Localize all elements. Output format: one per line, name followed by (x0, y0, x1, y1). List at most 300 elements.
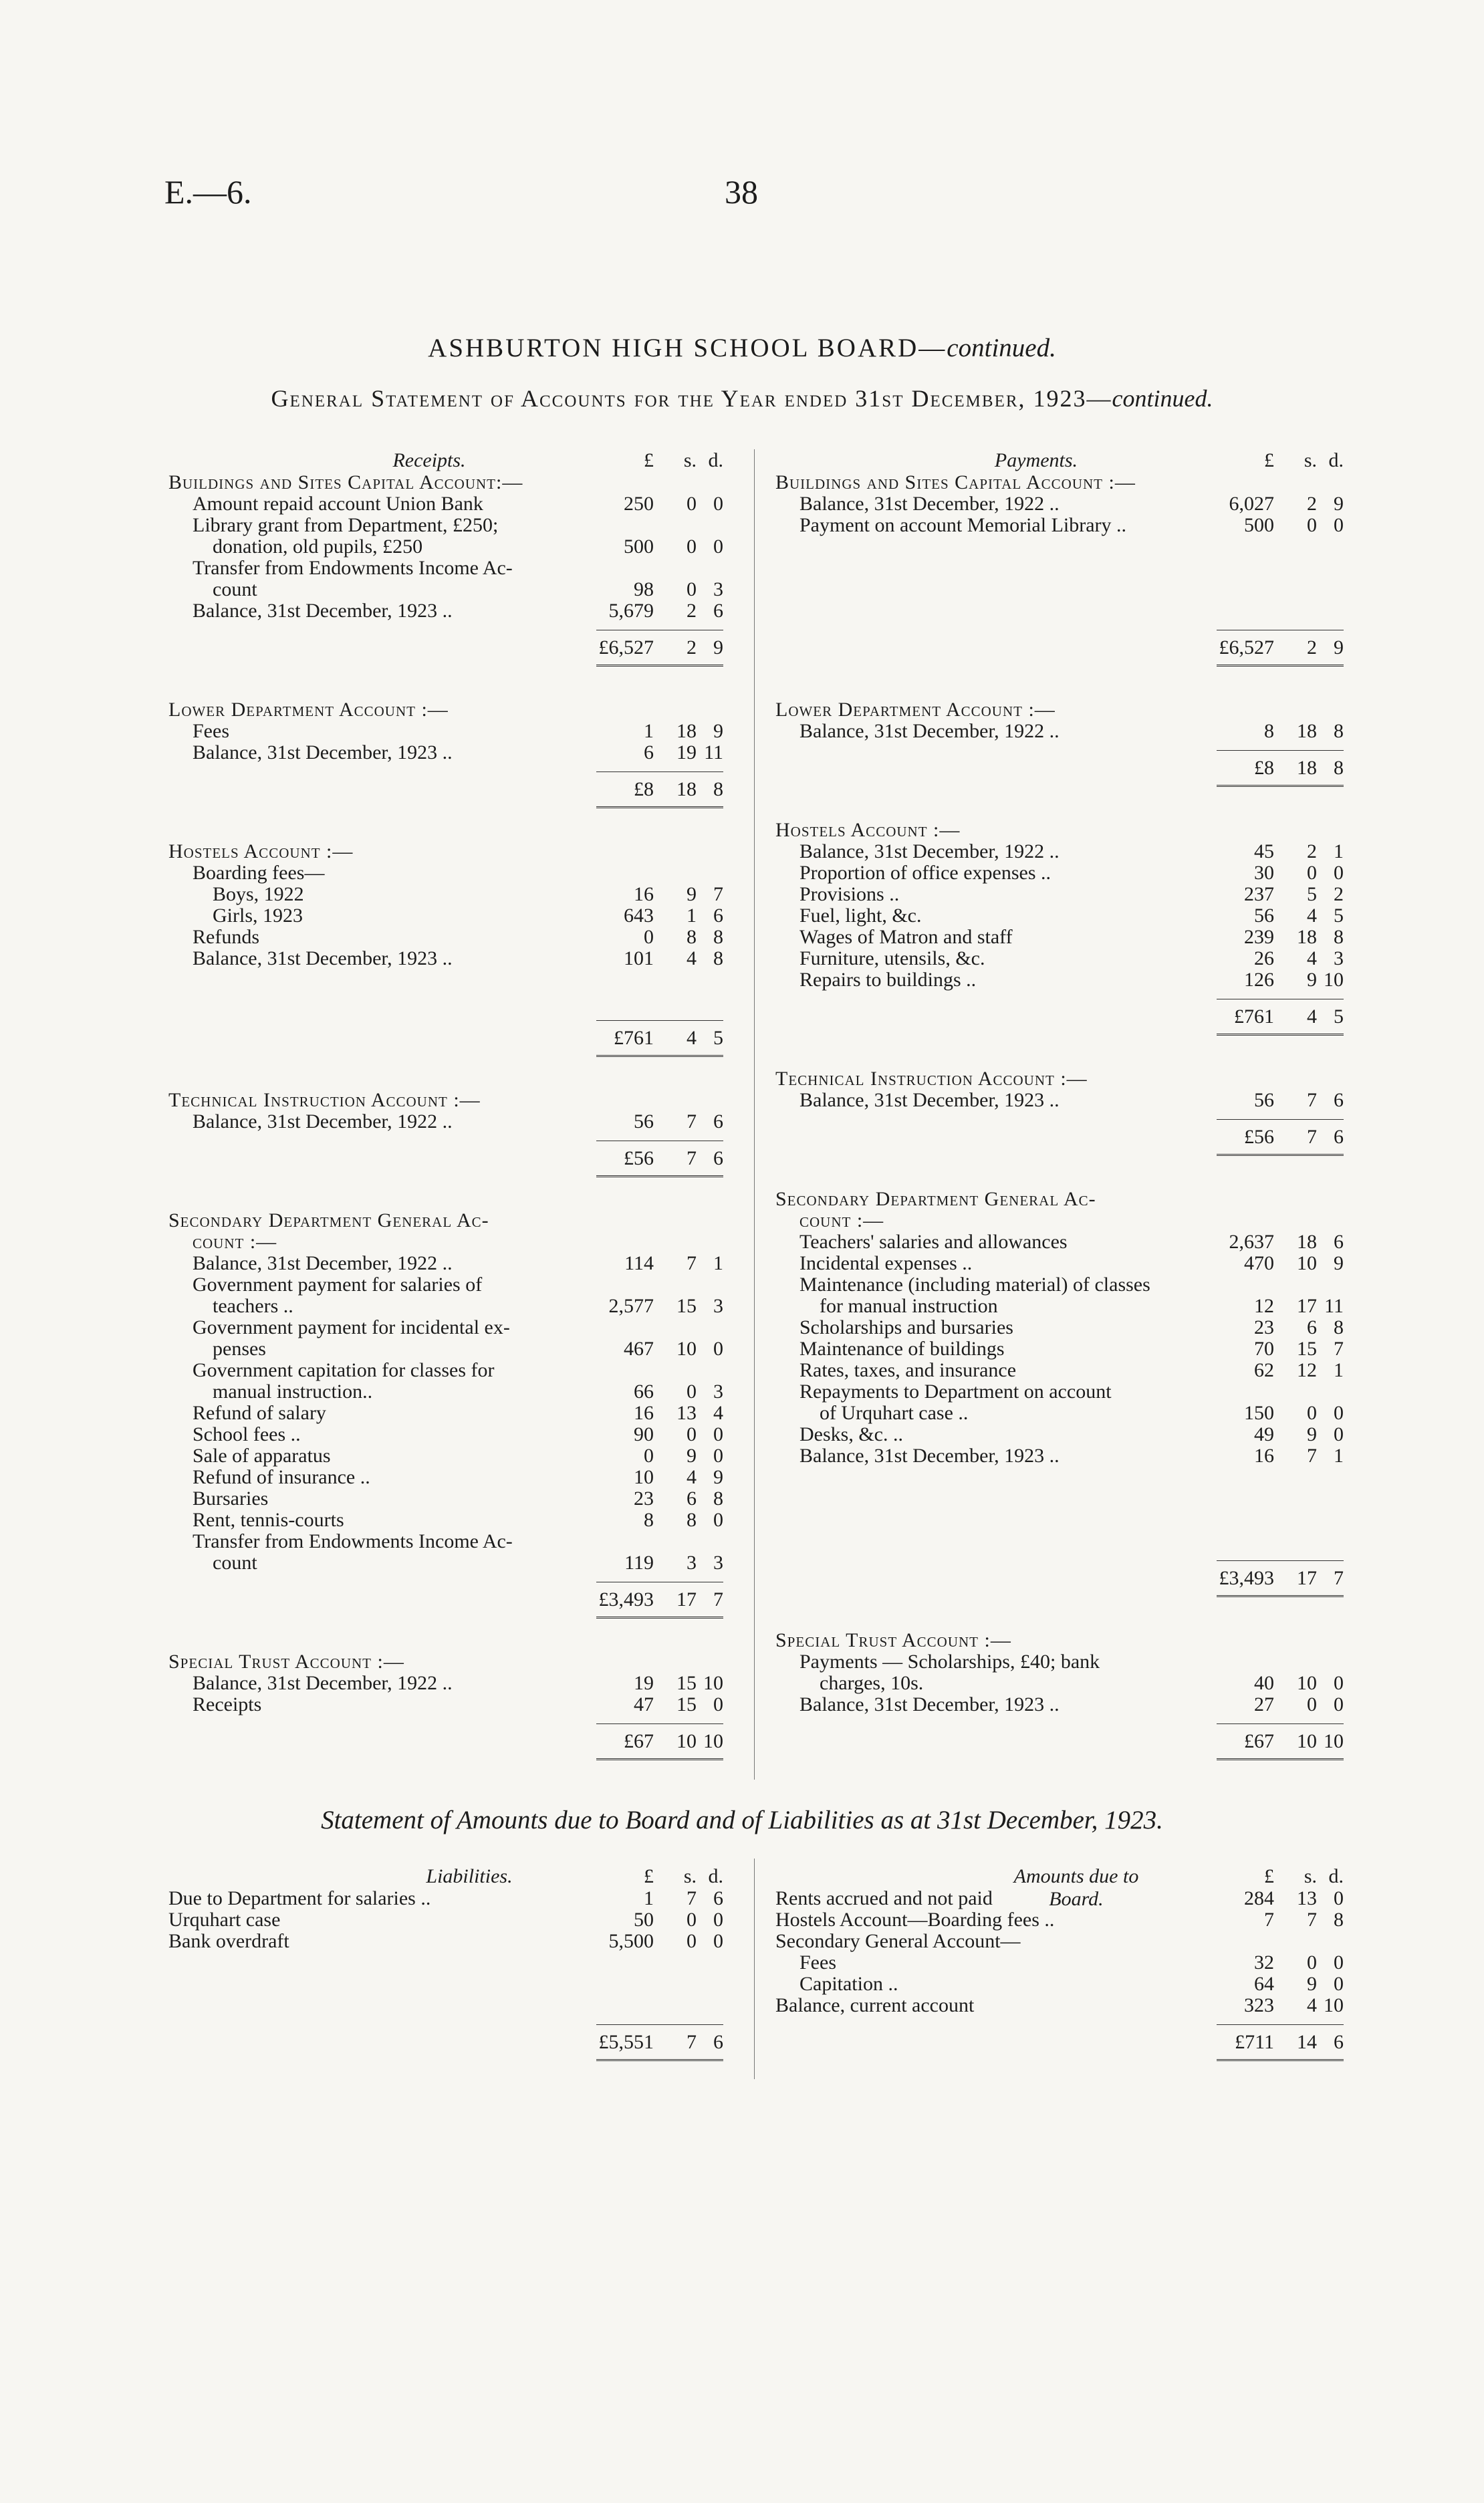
pounds-value: 8 (1264, 720, 1274, 742)
pence-value: 1 (713, 1252, 723, 1274)
total-double-rule (1217, 1595, 1344, 1597)
account-row (168, 862, 723, 884)
amount-cells (603, 1531, 723, 1552)
account-row (775, 1381, 1344, 1403)
shillings-value: 0 (687, 1381, 697, 1403)
row-label: Amount repaid account Union Bank (193, 493, 483, 515)
amount-cells (603, 1253, 723, 1274)
row-label: count (213, 578, 257, 600)
amount-cells (1223, 1317, 1344, 1338)
row-label: Refunds (193, 926, 259, 948)
pence-value: 8 (1334, 926, 1344, 948)
pence-value: 0 (713, 1909, 723, 1931)
amount-cells (1223, 948, 1344, 969)
amount-cells (1223, 1445, 1344, 1467)
pence-value: 4 (713, 1402, 723, 1424)
total-double-rule (1217, 785, 1344, 787)
section-total (1217, 1119, 1344, 1159)
amount-cells (1223, 1005, 1344, 1027)
account-section (168, 472, 723, 670)
amount-cells (1223, 1274, 1344, 1296)
amount-cells (1223, 1931, 1344, 1952)
pence-header: d. (708, 1865, 723, 1887)
row-label: Maintenance (including material) of classes (799, 1274, 1150, 1296)
pence-value: 0 (1334, 514, 1344, 536)
section-title: Technical Instruction Account :— (775, 1068, 1088, 1090)
shillings-value: 17 (1297, 1295, 1317, 1317)
account-row (168, 742, 723, 763)
amount-cells (1223, 1909, 1344, 1931)
liabilities-column (168, 1865, 723, 2064)
amount-cells (603, 1338, 723, 1360)
column-header-label: Liabilities. (426, 1865, 513, 1887)
spacer-row (775, 579, 1344, 600)
spacer-row (168, 969, 723, 991)
row-label: Government capitation for classes for (193, 1359, 495, 1381)
total-double-rule (596, 665, 723, 667)
pence-value: 1 (1334, 840, 1344, 862)
pounds-value: 6,027 (1229, 493, 1274, 515)
shillings-value: 15 (676, 1295, 697, 1317)
pounds-value: 66 (634, 1381, 654, 1403)
pounds-value: 7 (1264, 1909, 1274, 1931)
pounds-value: £5,551 (598, 2031, 654, 2053)
pounds-value: 27 (1254, 1693, 1274, 1715)
amount-cells (1223, 1694, 1344, 1715)
amount-cells (603, 558, 723, 579)
pounds-value: 26 (1254, 947, 1274, 969)
pence-value: 8 (713, 926, 723, 948)
pence-value: 8 (1334, 757, 1344, 779)
account-row (168, 579, 723, 600)
amount-cells (603, 1673, 723, 1694)
pence-value: 7 (1334, 1338, 1344, 1360)
row-label: Rents accrued and not paid (775, 1887, 993, 1909)
row-label: Balance, 31st December, 1922 .. (193, 1252, 453, 1274)
shillings-value: 10 (1297, 1672, 1317, 1694)
pounds-value: 16 (634, 883, 654, 905)
spacer-row (775, 1531, 1344, 1552)
total-rule (1217, 750, 1344, 751)
total-double-rule (1217, 1034, 1344, 1036)
section-total (1217, 750, 1344, 790)
statement-row (775, 1909, 1344, 1931)
row-label: teachers .. (213, 1295, 293, 1317)
shillings-value: 0 (687, 535, 697, 558)
account-row (168, 1488, 723, 1510)
amount-cells (1223, 721, 1344, 742)
amount-cells (1223, 2031, 1344, 2052)
pence-value: 6 (713, 1147, 723, 1169)
amount-cells (1223, 1888, 1344, 1909)
pence-value: 6 (713, 2031, 723, 2053)
account-row (168, 927, 723, 948)
shillings-value: 0 (687, 1423, 697, 1445)
pence-value: 1 (1334, 1445, 1344, 1467)
pence-value: 6 (1334, 1231, 1344, 1253)
total-double-rule (596, 1055, 723, 1057)
amount-cells (603, 600, 723, 622)
amount-cells (603, 1360, 723, 1381)
pounds-value: 8 (644, 1509, 654, 1531)
pounds-value: £761 (614, 1027, 654, 1049)
shillings-value: 2 (687, 636, 697, 659)
pounds-value: 47 (634, 1693, 654, 1715)
shillings-value: 0 (687, 578, 697, 600)
shillings-value: 0 (687, 1930, 697, 1952)
amount-cells (598, 636, 723, 659)
row-label: Refund of insurance .. (193, 1466, 370, 1488)
pence-value: 5 (1334, 905, 1344, 927)
shillings-value: 19 (676, 741, 697, 763)
amount-cells (598, 2031, 723, 2053)
account-row (168, 493, 723, 515)
statement-row (775, 1974, 1344, 1995)
pence-value: 5 (1334, 1005, 1344, 1028)
row-label: Fees (193, 720, 229, 742)
account-row (168, 1274, 723, 1296)
amount-cells (1223, 1651, 1344, 1673)
pounds-value: 0 (644, 926, 654, 948)
pounds-value: 126 (1244, 969, 1274, 991)
pounds-value: £67 (1244, 1730, 1274, 1752)
account-row (775, 1673, 1344, 1694)
account-row (775, 862, 1344, 884)
row-label: Refund of salary (193, 1402, 326, 1424)
pence-value: 3 (713, 1295, 723, 1317)
shillings-value: 0 (1307, 862, 1317, 884)
amount-cells (1223, 862, 1344, 884)
shillings-value: 9 (1307, 969, 1317, 991)
account-row (168, 1360, 723, 1381)
shillings-value: 0 (1307, 1693, 1317, 1715)
pence-value: 3 (713, 578, 723, 600)
row-label: Capitation .. (799, 1973, 898, 1995)
shillings-value: 14 (1297, 2031, 1317, 2053)
pounds-value: 1 (644, 1887, 654, 1909)
amount-cells (1223, 493, 1344, 515)
pence-value: 0 (713, 1930, 723, 1952)
row-label: Balance, 31st December, 1922 .. (193, 1672, 453, 1694)
account-row (168, 948, 723, 969)
section-title: Lower Department Account :— (775, 699, 1056, 721)
pence-value: 3 (713, 1381, 723, 1403)
pounds-value: £3,493 (1219, 1567, 1274, 1589)
section-total (1217, 999, 1344, 1039)
shillings-value: 9 (687, 1445, 697, 1467)
shillings-value: 10 (1297, 1252, 1317, 1274)
section-total (596, 1141, 723, 1181)
shillings-value: 2 (1307, 636, 1317, 659)
shillings-value: 7 (687, 1252, 697, 1274)
pounds-value: £67 (624, 1730, 654, 1752)
account-row (168, 1317, 723, 1338)
pence-value: 6 (713, 905, 723, 927)
pounds-value: 45 (1254, 840, 1274, 862)
amount-cells (603, 948, 723, 969)
account-row (168, 558, 723, 579)
amount-cells (603, 1694, 723, 1715)
row-label: Rent, tennis-courts (193, 1509, 344, 1531)
receipts-column (168, 449, 723, 1790)
shillings-value: 4 (687, 1466, 697, 1488)
shillings-value: 18 (676, 720, 697, 742)
section-title: Special Trust Account :— (168, 1651, 404, 1673)
pence-value: 7 (713, 883, 723, 905)
account-row (775, 948, 1344, 969)
amount-cells (603, 1488, 723, 1510)
statement-row (168, 1931, 723, 1952)
amount-cells (1219, 1567, 1344, 1589)
row-label: Balance, 31st December, 1922 .. (193, 1110, 453, 1133)
account-row (775, 1090, 1344, 1111)
pence-value: 9 (713, 1466, 723, 1488)
pence-value: 0 (1334, 1672, 1344, 1694)
pence-value: 9 (713, 720, 723, 742)
pence-value: 8 (1334, 1909, 1344, 1931)
amount-cells (1223, 927, 1344, 948)
section-title: Lower Department Account :— (168, 699, 449, 721)
shillings-value: 18 (1297, 1231, 1317, 1253)
pence-value: 11 (1324, 1295, 1344, 1317)
amount-cells (603, 1467, 723, 1488)
pence-value: 6 (1334, 2031, 1344, 2053)
row-label: Bursaries (193, 1487, 269, 1510)
pence-value: 0 (713, 535, 723, 558)
pence-value: 6 (713, 600, 723, 622)
row-label: charges, 10s. (820, 1672, 924, 1694)
section-title: Special Trust Account :— (775, 1629, 1011, 1651)
total-double-rule (596, 1758, 723, 1760)
account-row (168, 721, 723, 742)
section-title: Hostels Account :— (168, 840, 354, 862)
statement-row (775, 1952, 1344, 1974)
pence-value: 11 (704, 741, 723, 763)
pence-value: 9 (1334, 493, 1344, 515)
shillings-value: 12 (1297, 1359, 1317, 1381)
account-row (775, 1360, 1344, 1381)
shillings-value: 4 (1307, 1994, 1317, 2016)
row-label: Fees (799, 1951, 836, 1974)
pounds-value: 19 (634, 1672, 654, 1694)
pounds-value: £3,493 (598, 1588, 654, 1611)
column-divider (754, 1859, 755, 2079)
pence-value: 0 (1334, 1402, 1344, 1424)
amount-cells (603, 1317, 723, 1338)
section-title: Hostels Account :— (775, 819, 961, 841)
shillings-value: 10 (676, 1730, 697, 1752)
column-header (168, 1865, 723, 1888)
pounds-value: 284 (1244, 1887, 1274, 1909)
pence-value: 7 (1334, 1567, 1344, 1589)
shillings-value: 18 (676, 778, 697, 800)
shillings-value: 5 (1307, 883, 1317, 905)
amount-cells (603, 1888, 723, 1909)
row-label: Government payment for incidental ex- (193, 1316, 510, 1338)
spacer-row (775, 536, 1344, 558)
column-header-label: Amounts due to Board. (1013, 1865, 1139, 1910)
account-row (775, 721, 1344, 742)
shillings-value: 13 (1297, 1887, 1317, 1909)
account-row (168, 515, 723, 536)
pence-value: 0 (1334, 1973, 1344, 1995)
section-title-cont: count :— (193, 1231, 277, 1253)
shillings-value: 18 (1297, 926, 1317, 948)
shillings-value: 9 (1307, 1423, 1317, 1445)
pence-value: 0 (713, 1509, 723, 1531)
amount-cells (603, 1445, 723, 1467)
spacer-row (168, 1995, 723, 2016)
row-label: for manual instruction (820, 1295, 998, 1317)
pounds-value: £761 (1234, 1005, 1274, 1028)
account-row (775, 1274, 1344, 1296)
amount-cells (1223, 841, 1344, 862)
row-label: Desks, &c. .. (799, 1423, 903, 1445)
statement-title: Statement of Amounts due to Board and of Liabilities as at 31st December, 1923. (321, 1806, 1163, 1834)
pounds-value: 70 (1254, 1338, 1274, 1360)
section-total (596, 630, 723, 670)
account-row (775, 1651, 1344, 1673)
shillings-value: 4 (1307, 947, 1317, 969)
pounds-value: 323 (1244, 1994, 1274, 2016)
account-row (775, 1338, 1344, 1360)
account-row (168, 600, 723, 622)
pence-value: 0 (1334, 1887, 1344, 1909)
row-label: Balance, 31st December, 1923 .. (799, 1445, 1060, 1467)
amount-cells (603, 1552, 723, 1574)
shillings-value: 8 (687, 1509, 697, 1531)
account-row (168, 1338, 723, 1360)
amount-cells (1223, 1952, 1344, 1974)
account-row (168, 1403, 723, 1424)
section-total (1217, 1560, 1344, 1600)
pence-header: d. (708, 449, 723, 471)
section-title: Buildings and Sites Capital Account :— (775, 471, 1136, 493)
total-double-rule (596, 1617, 723, 1619)
total-double-rule (596, 1175, 723, 1177)
shillings-value: 9 (687, 883, 697, 905)
account-row (168, 1694, 723, 1715)
statement-total (1217, 2024, 1344, 2064)
total-double-rule (1217, 2059, 1344, 2061)
spacer-row (775, 1488, 1344, 1510)
pounds-value: 114 (624, 1252, 654, 1274)
row-label: Sale of apparatus (193, 1445, 331, 1467)
amount-cells (603, 884, 723, 905)
account-row (168, 1510, 723, 1531)
amounts-due-column (775, 1865, 1344, 2064)
pence-value: 0 (713, 1423, 723, 1445)
column-header-label: Payments. (994, 449, 1078, 471)
total-rule (596, 1723, 723, 1724)
shillings-value: 7 (1307, 1909, 1317, 1931)
row-label: Balance, current account (775, 1994, 975, 2016)
pounds-header: £ (644, 449, 654, 471)
row-label: Girls, 1923 (213, 905, 303, 927)
shillings-value: 3 (687, 1552, 697, 1574)
total-double-rule (1217, 665, 1344, 667)
shillings-value: 7 (1307, 1445, 1317, 1467)
amount-cells (1223, 969, 1344, 991)
pounds-value: 16 (634, 1402, 654, 1424)
amount-cells (603, 1931, 723, 1952)
pounds-value: 64 (1254, 1973, 1274, 1995)
pence-value: 8 (713, 947, 723, 969)
pence-value: 10 (1324, 969, 1344, 991)
amount-cells (603, 1027, 723, 1048)
account-row (168, 536, 723, 558)
amount-cells (603, 905, 723, 927)
page-number: 38 (725, 173, 758, 211)
pounds-value: 23 (634, 1487, 654, 1510)
pence-value: 10 (1324, 1730, 1344, 1752)
row-label: manual instruction.. (213, 1381, 373, 1403)
pounds-value: 6 (644, 741, 654, 763)
amount-cells (603, 536, 723, 558)
pounds-value: 2,637 (1229, 1231, 1274, 1253)
account-section (775, 472, 1344, 670)
row-label: Hostels Account—Boarding fees .. (775, 1909, 1055, 1931)
pounds-value: 62 (1254, 1359, 1274, 1381)
amount-cells (603, 721, 723, 742)
pence-value: 3 (713, 1552, 723, 1574)
account-section (775, 1189, 1344, 1600)
amount-cells (603, 1730, 723, 1752)
account-row (775, 1296, 1344, 1317)
total-rule (596, 2024, 723, 2025)
section-total (1217, 1723, 1344, 1764)
pence-value: 0 (713, 1693, 723, 1715)
shillings-value: 7 (687, 1147, 697, 1169)
account-row (168, 1111, 723, 1133)
amount-cells (1223, 515, 1344, 536)
row-label: Receipts (193, 1693, 262, 1715)
section-title: Technical Instruction Account :— (168, 1089, 481, 1111)
pence-value: 0 (1334, 1423, 1344, 1445)
shillings-value: 10 (1297, 1730, 1317, 1752)
pounds-value: 12 (1254, 1295, 1274, 1317)
row-label: Boys, 1922 (213, 883, 304, 905)
amount-cells (1223, 1338, 1344, 1360)
amount-cells (1223, 1090, 1344, 1111)
spacer-row (775, 558, 1344, 579)
column-divider (754, 449, 755, 1780)
row-label: Proportion of office expenses .. (799, 862, 1052, 884)
pence-value: 10 (703, 1672, 723, 1694)
account-row (168, 1673, 723, 1694)
pounds-value: 1 (644, 720, 654, 742)
pounds-value: 98 (634, 578, 654, 600)
account-row (168, 1531, 723, 1552)
row-label: Furniture, utensils, &c. (799, 947, 985, 969)
amount-cells (1223, 884, 1344, 905)
section-title: Secondary Department General Ac- (168, 1209, 489, 1231)
shillings-value: 6 (687, 1487, 697, 1510)
shillings-value: 15 (676, 1693, 697, 1715)
pounds-value: 237 (1244, 883, 1274, 905)
pounds-value: 49 (1254, 1423, 1274, 1445)
section-total (596, 771, 723, 812)
account-section (168, 841, 723, 1060)
row-label: Balance, 31st December, 1923 .. (193, 947, 453, 969)
account-section (168, 699, 723, 812)
pounds-value: 643 (624, 905, 654, 927)
pounds-value: 5,500 (608, 1930, 654, 1952)
pence-value: 5 (713, 1027, 723, 1049)
section-total (596, 1020, 723, 1060)
section-total (596, 1582, 723, 1622)
pounds-value: 16 (1254, 1445, 1274, 1467)
